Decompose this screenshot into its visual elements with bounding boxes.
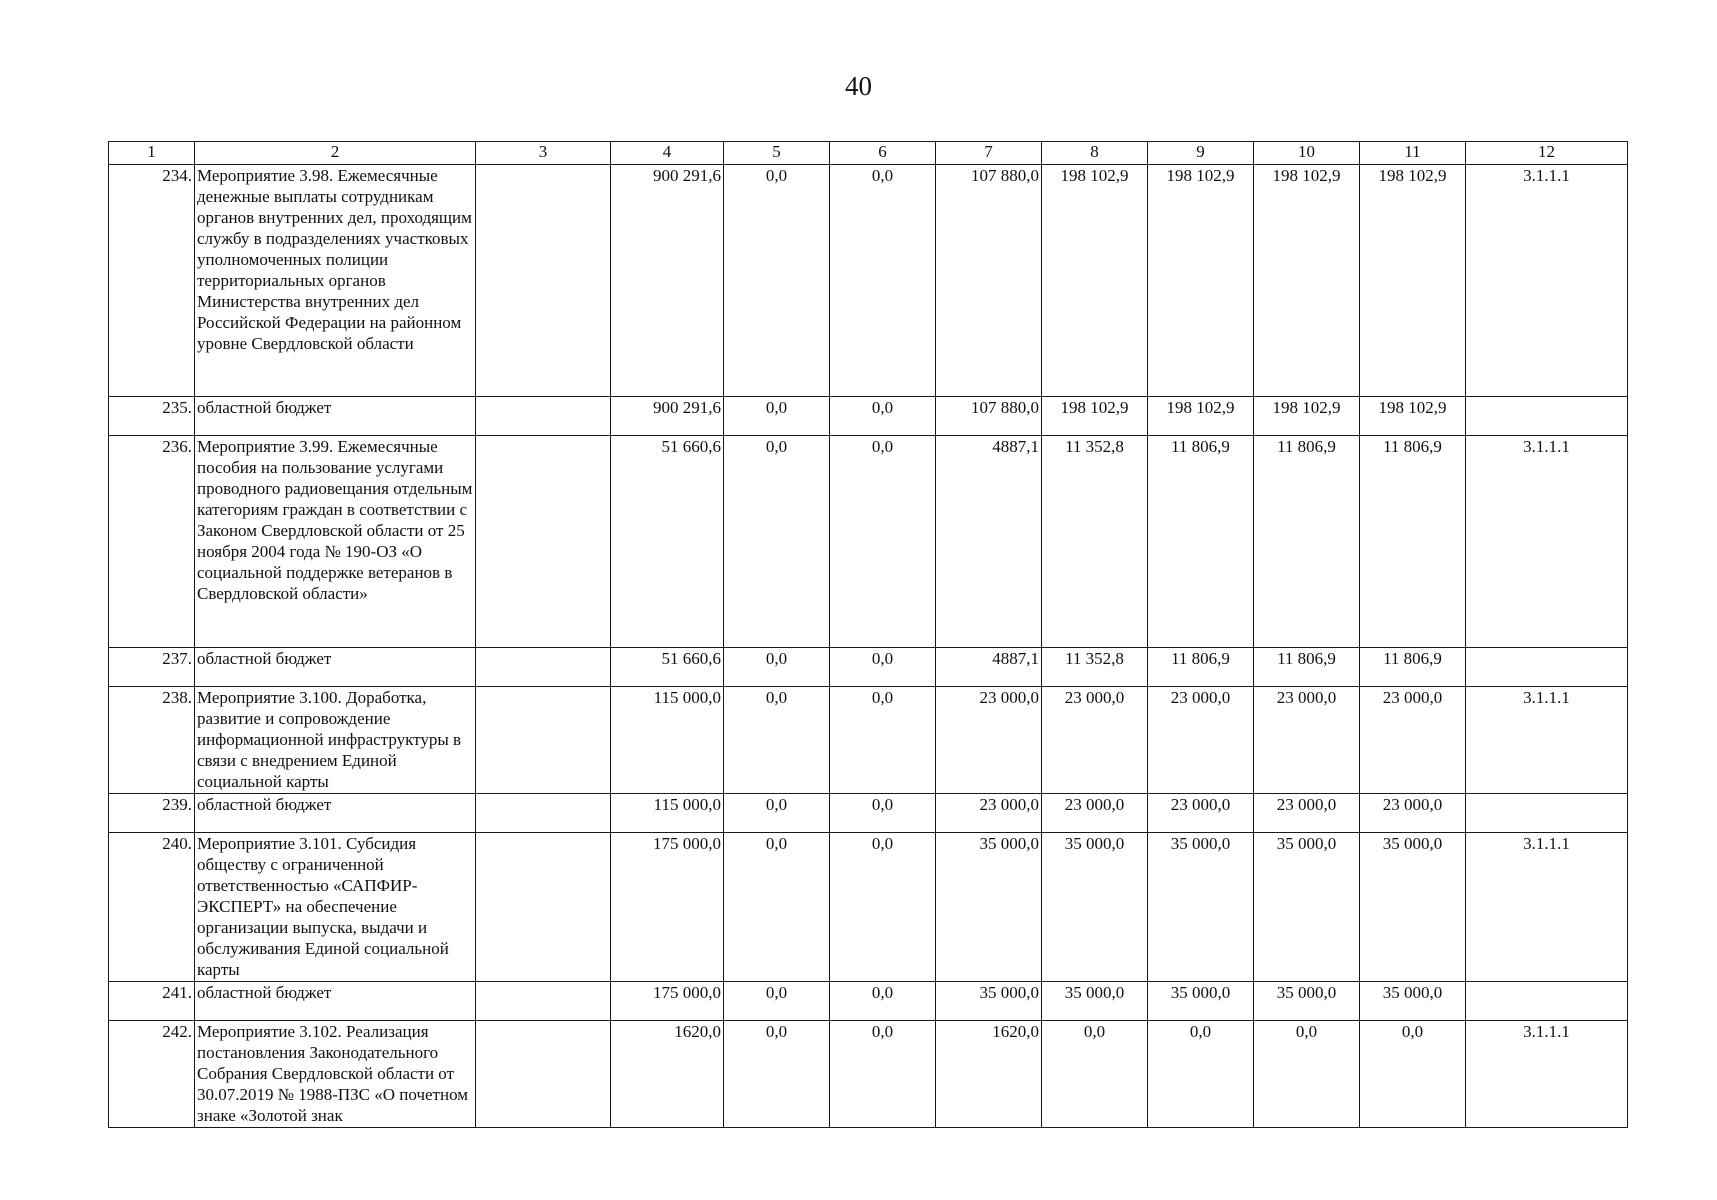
cell-col10: 35 000,0 (1254, 982, 1360, 1021)
cell-col6: 0,0 (830, 397, 936, 436)
table-row (109, 687, 1628, 794)
cell-col6: 0,0 (830, 982, 936, 1021)
cell-col11: 198 102,9 (1360, 165, 1466, 397)
cell-col7: 35 000,0 (936, 982, 1042, 1021)
cell-col5: 0,0 (724, 1021, 830, 1128)
row-number: 240. (109, 833, 195, 982)
column-header: 2 (195, 142, 476, 165)
cell-col7: 4887,1 (936, 436, 1042, 648)
target-code: 3.1.1.1 (1466, 436, 1628, 648)
event-name: Мероприятие 3.99. Ежемесячные пособия на пользование услугами проводного радиовещания отдельным категориям граждан в соответствии с Законом Свердловской области от 25 ноября 2004 года № 190-ОЗ «О социальной поддержке ветеранов в Свердловской области» (195, 436, 476, 648)
cell-total: 115 000,0 (611, 794, 724, 833)
event-name: Мероприятие 3.102. Реализация постановления Законодательного Собрания Свердловской области от 30.07.2019 № 1988-ПЗС «О почетном знаке «Золотой знак (195, 1021, 476, 1128)
cell-col10: 23 000,0 (1254, 794, 1360, 833)
table-row (109, 648, 1628, 687)
cell-col11: 11 806,9 (1360, 436, 1466, 648)
column-header: 3 (476, 142, 611, 165)
cell-col8: 11 352,8 (1042, 648, 1148, 687)
cell-col5: 0,0 (724, 648, 830, 687)
cell-col10: 0,0 (1254, 1021, 1360, 1128)
event-name: Мероприятие 3.98. Ежемесячные денежные выплаты сотрудникам органов внутренних дел, проходящим службу в подразделениях участковых уполномоченных полиции территориальных органов Министерства внутренних дел Российской Федерации на районном уровне Свердловской области (195, 165, 476, 397)
target-code (1466, 648, 1628, 687)
target-code (1466, 397, 1628, 436)
cell-col6: 0,0 (830, 648, 936, 687)
target-code (1466, 982, 1628, 1021)
cell-col5: 0,0 (724, 982, 830, 1021)
cell-col10: 198 102,9 (1254, 397, 1360, 436)
cell-total: 175 000,0 (611, 833, 724, 982)
target-code (1466, 794, 1628, 833)
column-header: 8 (1042, 142, 1148, 165)
column-header: 10 (1254, 142, 1360, 165)
cell-col3 (476, 794, 611, 833)
cell-col5: 0,0 (724, 833, 830, 982)
row-number: 241. (109, 982, 195, 1021)
cell-col9: 11 806,9 (1148, 648, 1254, 687)
row-number: 242. (109, 1021, 195, 1128)
column-header: 12 (1466, 142, 1628, 165)
column-header: 7 (936, 142, 1042, 165)
cell-col6: 0,0 (830, 1021, 936, 1128)
cell-col6: 0,0 (830, 436, 936, 648)
cell-col5: 0,0 (724, 165, 830, 397)
cell-col7: 4887,1 (936, 648, 1042, 687)
program-table (108, 141, 1628, 1128)
cell-total: 900 291,6 (611, 397, 724, 436)
cell-col10: 11 806,9 (1254, 648, 1360, 687)
cell-total: 1620,0 (611, 1021, 724, 1128)
cell-col9: 23 000,0 (1148, 687, 1254, 794)
column-header: 6 (830, 142, 936, 165)
column-header: 9 (1148, 142, 1254, 165)
cell-col11: 35 000,0 (1360, 982, 1466, 1021)
column-header: 4 (611, 142, 724, 165)
cell-col9: 0,0 (1148, 1021, 1254, 1128)
cell-col3 (476, 165, 611, 397)
cell-col7: 107 880,0 (936, 397, 1042, 436)
cell-total: 51 660,6 (611, 648, 724, 687)
cell-col10: 23 000,0 (1254, 687, 1360, 794)
target-code: 3.1.1.1 (1466, 1021, 1628, 1128)
cell-col11: 11 806,9 (1360, 648, 1466, 687)
cell-col7: 23 000,0 (936, 794, 1042, 833)
cell-total: 900 291,6 (611, 165, 724, 397)
cell-col11: 0,0 (1360, 1021, 1466, 1128)
cell-col9: 35 000,0 (1148, 982, 1254, 1021)
column-header: 11 (1360, 142, 1466, 165)
row-number: 237. (109, 648, 195, 687)
cell-col6: 0,0 (830, 794, 936, 833)
cell-col11: 35 000,0 (1360, 833, 1466, 982)
header-row (109, 142, 1628, 165)
event-name: областной бюджет (195, 794, 476, 833)
cell-col9: 198 102,9 (1148, 165, 1254, 397)
cell-total: 51 660,6 (611, 436, 724, 648)
cell-col5: 0,0 (724, 687, 830, 794)
event-name: областной бюджет (195, 648, 476, 687)
cell-col11: 23 000,0 (1360, 794, 1466, 833)
cell-col8: 0,0 (1042, 1021, 1148, 1128)
row-number: 236. (109, 436, 195, 648)
cell-col10: 11 806,9 (1254, 436, 1360, 648)
table-row (109, 436, 1628, 648)
target-code: 3.1.1.1 (1466, 165, 1628, 397)
cell-col3 (476, 648, 611, 687)
event-name: Мероприятие 3.101. Субсидия обществу с ограниченной ответственностью «САПФИР-ЭКСПЕРТ» на обеспечение организации выпуска, выдачи и обслуживания Единой социальной карты (195, 833, 476, 982)
cell-col6: 0,0 (830, 833, 936, 982)
event-name: областной бюджет (195, 397, 476, 436)
row-number: 238. (109, 687, 195, 794)
cell-col8: 198 102,9 (1042, 165, 1148, 397)
row-number: 239. (109, 794, 195, 833)
cell-col8: 23 000,0 (1042, 687, 1148, 794)
cell-col7: 23 000,0 (936, 687, 1042, 794)
cell-col3 (476, 1021, 611, 1128)
cell-col8: 35 000,0 (1042, 833, 1148, 982)
cell-col5: 0,0 (724, 436, 830, 648)
table-row (109, 794, 1628, 833)
column-header: 1 (109, 142, 195, 165)
cell-col11: 198 102,9 (1360, 397, 1466, 436)
cell-col6: 0,0 (830, 165, 936, 397)
page-number: 40 (845, 71, 872, 101)
column-header: 5 (724, 142, 830, 165)
cell-col7: 107 880,0 (936, 165, 1042, 397)
table-row (109, 165, 1628, 397)
row-number: 235. (109, 397, 195, 436)
row-number: 234. (109, 165, 195, 397)
cell-col10: 198 102,9 (1254, 165, 1360, 397)
cell-col8: 35 000,0 (1042, 982, 1148, 1021)
cell-col7: 1620,0 (936, 1021, 1042, 1128)
table-row (109, 833, 1628, 982)
cell-col9: 35 000,0 (1148, 833, 1254, 982)
cell-col9: 23 000,0 (1148, 794, 1254, 833)
cell-col3 (476, 833, 611, 982)
cell-col5: 0,0 (724, 794, 830, 833)
cell-col8: 11 352,8 (1042, 436, 1148, 648)
target-code: 3.1.1.1 (1466, 687, 1628, 794)
event-name: Мероприятие 3.100. Доработка, развитие и сопровождение информационной инфраструктуры в связи с внедрением Единой социальной карты (195, 687, 476, 794)
cell-col9: 198 102,9 (1148, 397, 1254, 436)
cell-col10: 35 000,0 (1254, 833, 1360, 982)
cell-col11: 23 000,0 (1360, 687, 1466, 794)
cell-col5: 0,0 (724, 397, 830, 436)
cell-col3 (476, 982, 611, 1021)
table-row (109, 397, 1628, 436)
cell-total: 115 000,0 (611, 687, 724, 794)
table-row (109, 982, 1628, 1021)
cell-col8: 198 102,9 (1042, 397, 1148, 436)
cell-col3 (476, 687, 611, 794)
cell-col6: 0,0 (830, 687, 936, 794)
cell-col9: 11 806,9 (1148, 436, 1254, 648)
target-code: 3.1.1.1 (1466, 833, 1628, 982)
cell-col8: 23 000,0 (1042, 794, 1148, 833)
cell-col7: 35 000,0 (936, 833, 1042, 982)
cell-col3 (476, 397, 611, 436)
cell-col3 (476, 436, 611, 648)
table-row (109, 1021, 1628, 1128)
cell-total: 175 000,0 (611, 982, 724, 1021)
event-name: областной бюджет (195, 982, 476, 1021)
